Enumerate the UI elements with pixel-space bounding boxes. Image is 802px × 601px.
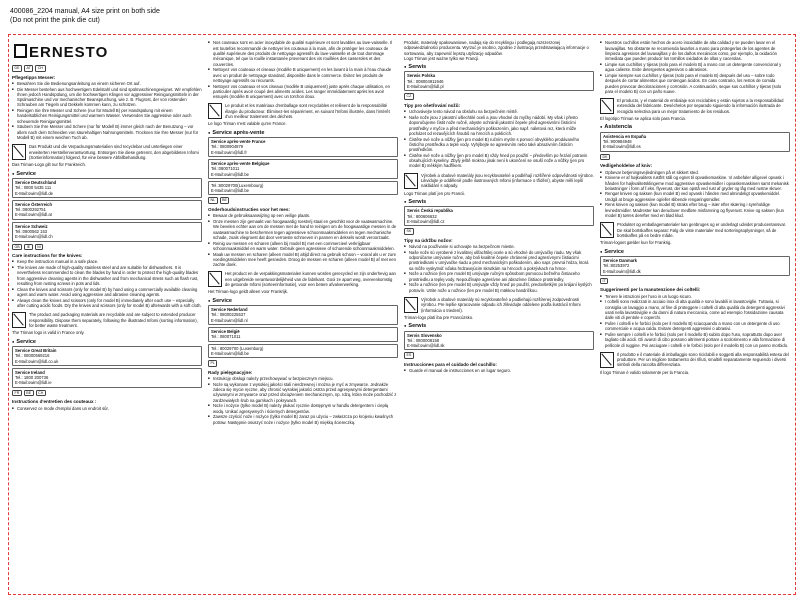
service-name: Service après-vente Belgique bbox=[211, 160, 270, 166]
bullet-item: ■ Tenere le istruzioni per l'uso in un luogo sicuro. bbox=[600, 294, 790, 299]
service-box bbox=[208, 181, 398, 196]
language-badges bbox=[600, 154, 790, 161]
service-mail: E-Mail:owim@lidl.cz bbox=[407, 218, 445, 224]
bullet-item: ■ Zawsze czyścić noże i nożyce (tylko model B) zaraz po użyciu – zwłaszcza po krojeniu kwaśnych potraw. Następnie osuszyć noże i nożyce (tylko model B) miękką ściereczką. bbox=[208, 414, 398, 425]
language-badge: NL bbox=[208, 197, 218, 204]
bullet-item: ■ Guarde el manual de instrucciones en un lugar seguro. bbox=[404, 368, 594, 373]
service-name: Service Great Britain bbox=[15, 347, 57, 353]
recycling-notice bbox=[208, 103, 398, 119]
bullet-item: ■ Bewaar de gebruiksaanwijzing op een veilige plaats. bbox=[208, 213, 398, 218]
bullet-item: ■ Čistěte své nože a nůžky (jen pro model B) vždy hned po použití – především po řezání potravin obsahujících kyseliny. Zbylý ještě mokrou jinak není k ukončení se osuší nože a nůžky (jen pro model B) měkkým hadříkem. bbox=[404, 153, 594, 169]
recycling-notice bbox=[12, 312, 202, 328]
service-box bbox=[12, 222, 202, 242]
service-name: Service Ireland bbox=[15, 369, 45, 375]
service-tel: Tel.: 0800904879 bbox=[211, 144, 244, 150]
service-box bbox=[404, 206, 594, 226]
service-tel: Tel.:080071011 bbox=[211, 166, 240, 172]
language-badge: DK bbox=[600, 154, 610, 161]
service-mail: E-Mail:owim@lidl.fr bbox=[211, 149, 247, 155]
service-tel: Tel.:900984948 bbox=[603, 139, 632, 145]
service-tel: Tel.:80029700(Luxembourg) bbox=[211, 182, 264, 188]
language-badges bbox=[12, 65, 202, 72]
service-mail: E-Mail:owim@lidl.ie bbox=[15, 380, 52, 386]
crossed-bin-icon bbox=[12, 144, 26, 160]
bullet-item: ■ Säubern Sie Ihre Messer und Schere (nur für Modell B) immer gleich nach der Benutzung – vor allem nach dem Schneiden von säurehaltigen Nahrungsmitteln. Trocknen Sie Ihre Messer (nur für Modell B) mit einem weichen Tuch ab. bbox=[12, 124, 202, 140]
language-badge: AT bbox=[24, 65, 33, 72]
service-name: Servis Slovensko bbox=[407, 332, 442, 338]
service-mail: E-Mail:owim@lidl.dk bbox=[603, 268, 641, 274]
language-badge: GB bbox=[12, 244, 22, 251]
recycling-text: El producto, y el material de embalaje son reciclables y están sujetos a la responsabilidad extendida del fabricante. Deséchelos por separado siguiendo la información ilustrada de recogida selectiva para un mejor tratamiento de los residuos. bbox=[617, 98, 784, 114]
header-line-2: (Do not print the pink die cut) bbox=[10, 16, 100, 24]
recycling-text: Het product en de verpakkingsmaterialen kunnen worden gerecycled en zijn onderhevig aan een uitgebreide verantwoordelijkheid van de fabrikant. Gooi ze apart weg, overeenkomstig de getoonde Infomi (sorteerinformatie), voor een betere afvalverwerking. bbox=[225, 271, 396, 288]
bullet-item: ■ Pulire sempre i coltelli e le forbici (solo per il modello B) subito dopo l'uso, soprattutto dopo aver tagliato cibi acidi. Gli avanzi di cibo possono altrimenti portare a scolorimento e alla formazione di pellicole di ruggine. Poi asciugare i coltelli e le forbici (solo per il modello B) con un panno morbido. bbox=[600, 332, 790, 348]
service-box bbox=[12, 346, 202, 366]
crossed-bin-icon bbox=[208, 103, 222, 119]
recycling-text: Das Produkt und die Verpackungsmaterialien sind recyclebar und unterliegen einer erweiterten Herstellerverantwortung. Entsorgen Sie diese getrennt, den abgebildeten Infomi (Sortierinformation) folgend, für eine bessere Abfallbehandlung. bbox=[29, 144, 199, 160]
service-heading: ● Service bbox=[600, 249, 790, 255]
service-name: Service België bbox=[211, 328, 240, 334]
language-badges bbox=[600, 278, 790, 285]
language-badge: CH bbox=[35, 65, 45, 72]
print-header bbox=[10, 8, 160, 25]
service-box bbox=[208, 159, 398, 179]
column-2 bbox=[208, 40, 398, 425]
bullet-item: ■ Keep the instruction manual in a safe place. bbox=[12, 259, 202, 264]
service-tel: Tel.:0800292751 bbox=[15, 207, 46, 213]
service-mail: E-Mail:owim@lidl.nl bbox=[211, 317, 248, 323]
service-mail: E-Mail:owim@lidl.be bbox=[211, 171, 249, 177]
triman-note: Logo Triman jest ważne tylko we Francji. bbox=[404, 55, 480, 61]
bullet-item: ■ Clean the knives and scissors (only for model B) by hand using a commercially available cleaning agent and warm water. Avoid using aggressive and abrasive cleaning agents. bbox=[12, 287, 202, 298]
service-box bbox=[600, 132, 790, 152]
service-name: Service Deutschland bbox=[15, 179, 57, 185]
bullet-item: ■ Maak uw messen en scharen (alleen model B) altijd direct na gebruik schoon – vooral als u er zure voedingsmiddelen mee heeft gesneden. Droog de messen en scharen (alleen model B) af met een zachte doek. bbox=[208, 252, 398, 268]
bullet-item: ■ Návod na používanie si uchovajte na bezpečnom mieste. bbox=[404, 244, 594, 249]
service-mail: E-Mail:owim@lidl.be bbox=[211, 350, 249, 356]
service-box bbox=[404, 71, 594, 91]
service-mail: E-Mail:owim@lidl.pl bbox=[407, 84, 444, 90]
triman-note: Het Triman-logo geldt alleen voor Frankrijk. bbox=[208, 289, 289, 295]
service-box bbox=[12, 178, 202, 198]
service-tel: Tel.: 0800008158 bbox=[407, 337, 440, 343]
recycling-text: Výrobok a obalové materiály sú recyklovateľné a podliehajú rozšírenej zodpovednosti výrobcu. Pre lepšie spracovanie odpadu ich zlikvidujte oddelene podľa ilustrácií Infomi (informácia o triedení). bbox=[421, 296, 581, 313]
service-heading: ● Service bbox=[12, 339, 202, 345]
language-badge: ES bbox=[404, 352, 414, 359]
recycling-notice bbox=[600, 222, 790, 238]
bullet-item: ■ Reinig uw messen en scharen (alleen bij model B) met een commercieel verkrijgbaar schoonmaakmiddel en warm water. Gebruik geen agressieve of schurende schoonmaakmiddelen. bbox=[208, 241, 398, 252]
service-heading: ● Serwis bbox=[404, 64, 594, 70]
bullet-item: ■ Nettoyez vos couteaux et vos ciseaux (modèle B uniquement) juste après chaque utilisation, en particulier après avoir coupé des aliments acides. Les ranger immédiatement après les avoir essuyés (modèle B uniquement) avec un torchon doux. bbox=[208, 84, 398, 100]
bullet-item: ■ Nože a nožnice (len pre model B) umývajte ručným spôsobom pomocou bežného čistiaceho prostriedku a teplej vody. Nepoužívajte agresívne ani abrazívne čistiace prostriedky. bbox=[404, 271, 594, 282]
language-badge: IE bbox=[24, 244, 32, 251]
service-heading: ● Service après-vente bbox=[208, 130, 398, 136]
crossed-bin-icon bbox=[600, 98, 614, 114]
service-name: Service Österreich bbox=[15, 201, 53, 207]
service-box bbox=[208, 305, 398, 325]
column-4 bbox=[600, 40, 790, 375]
service-name: Serwis Polska bbox=[407, 73, 436, 79]
recycling-notice bbox=[600, 352, 790, 368]
bullet-item: ■ Knivene er af højkvalitets rustfrit stål og egnet til opvaskemaskine. Vi anbefaler alligevel opvask i hånden for højkvalitetsklingerne mod aggressive opvaskemidler i opvaskemaskinen samt mekanisk belastninger i form af f.eks. flyverust, der kan opstå ved rust af gryder og låg med rustne skruer. bbox=[600, 175, 790, 191]
bullet-item: ■ Nože a nožnice (len pre model B) umývajte vždy hneď po použití, predovšetkým po krájaní kyslých potravín. Utrite nože a nožnice (len pre model B) mäkkou handričkou. bbox=[404, 282, 594, 293]
language-badge: CZ bbox=[404, 93, 414, 100]
bullet-item: ■ Rens kniven og saksen (kun model B) straks efter brug – især efter skæring i syreholdige levnedsmidler. Madrester kan derudover medføre misfarvning og flyverust. Knive og saksen (kun model B) tørres derefter med en blød klud. bbox=[600, 202, 790, 218]
service-mail: E-Mail:owim@lidl.sk bbox=[407, 343, 445, 349]
service-box bbox=[12, 368, 202, 388]
section-title: Onderhoudsinstructies voor het mes: bbox=[208, 207, 290, 212]
service-tel: Tel.: 08000569216 bbox=[15, 353, 50, 359]
section-title: Vedligeholdelse af kniv: bbox=[600, 163, 653, 169]
bullet-item: ■ Limpie sus cuchillos y tijeras (solo para el modelo B) a mano con un detergente convencional y agua caliente. Evite detergentes agresivos o abrasivos. bbox=[600, 62, 790, 73]
service-heading: ● Serwis bbox=[404, 199, 594, 205]
service-box bbox=[208, 327, 398, 342]
language-badges bbox=[208, 197, 398, 204]
crossed-bin-icon bbox=[600, 222, 614, 238]
bullet-item: ■ Naše nože sú vyrobené z kvalitnej ušľachtilej ocele a sú vhodné do umývačky riadu. My však odporúčame umývanie ručne, aby boli kvalitné čepele chránené pred agresívnymi čistiacimi prostriedkami v umývačke riadu a pred mechanickým poškodením, ako napr. prevná hrdza, ktorá sa môže vyskytnúť vďaka hrdzavejúcim skrutkám na hrncoch a pokrývkach na hrnce. bbox=[404, 250, 594, 271]
bullet-item: ■ I coltelli sono realizzati in acciaio inox di alta qualità e sono lavabili in lavastoviglie. Tuttavia, si consiglia un lavaggio a mano, al fine di proteggere i coltelli di alta qualità da detergenti aggressivi usati nella lavastoviglie e da danni di natura meccanica, come ad esempio l'ossidazione causata dalle viti di pentole e coperchi. bbox=[600, 299, 790, 320]
service-heading: ● Service bbox=[208, 298, 398, 304]
language-badge: SK bbox=[404, 228, 414, 235]
service-mail: E-Mail:owim@lidl.co.uk bbox=[15, 358, 59, 364]
bullet-item: ■ Reinigen Sie Ihre Messer und Schere (nur für Modell B) per Handspülung mit einem handelsüblichen Reinigungsmittel und warmem Wasser. Verwenden Sie aggressive oder auch scheuernde Reinigungsmittel. bbox=[12, 108, 202, 124]
bullet-item: ■ Instrukcję obsługi należy przechowywać w bezpiecznym miejscu. bbox=[208, 376, 398, 381]
language-badges bbox=[12, 244, 202, 251]
service-tel: Tel.: 08000225537 bbox=[211, 312, 246, 318]
service-tel: Tel.: 80029700 (Luxemburg) bbox=[211, 345, 264, 351]
section-title: Care instructions for the knives: bbox=[12, 253, 83, 259]
brand-logo bbox=[14, 44, 202, 62]
bullet-item: ■ Always clean the knives and scissors (only for model B) immediately after each use – especially after cutting acidic foods. Dry the knives and scissors (only for model B) afterwards with a soft cloth. bbox=[12, 298, 202, 309]
language-badge: IT bbox=[600, 278, 608, 285]
service-box bbox=[404, 331, 594, 351]
bullet-item: ■ Die Messer bestehen aus hochwertigem Edelstahl und sind spülmaschinengeeignet. Wir empfehlen Ihnen jedoch Handspülung, um die hochwertigen Klingen vor aggressiver Reinigungsmitteln in der Spülmaschine und vor mechanischer Beanspruchung, wie z. B. Flugrost, der von rostenden Schrauben am Tiegeln und Dekkeln kommen kann, zu schützen. bbox=[12, 87, 202, 108]
bullet-item: ■ Rengør kniven og saksen (kun model B) ved opvask i hånden med almindeligt opvaskemiddel. Undgå at bruge aggressive og/eller slibende rengøringsmidler. bbox=[600, 191, 790, 202]
section-title: Instructions d'entretien des couteaux : bbox=[12, 399, 97, 405]
service-heading: ● Asistencia bbox=[600, 124, 790, 130]
crossed-bin-icon bbox=[12, 312, 26, 328]
triman-note: Triman-logoet gælder kun for Frankrig. bbox=[600, 240, 672, 246]
recycling-notice bbox=[404, 297, 594, 313]
brand-name: ERNESTO bbox=[29, 44, 109, 61]
service-name: Servis Česká republika bbox=[407, 208, 453, 214]
service-box bbox=[208, 137, 398, 157]
service-tel: Tel.: 0800 5435 111 bbox=[15, 185, 52, 191]
service-heading: ● Serwis bbox=[404, 323, 594, 329]
triman-note: Il logo Triman è valido solamente per la Francia. bbox=[600, 369, 690, 375]
recycling-text: Výrobek a obalové materiály jsou recyklovatelné a podléhají rozšířené odpovědnosti výrobce. Likvidujte je odděleně podle ilustrovaných Infomi (informace o třídění), abyste měli lepší nakládání s odpady. bbox=[421, 172, 594, 189]
recycling-text: Il prodotto e il materiale di imballaggio sono riciclabili e soggetti alla responsabilità estesa del produttore. Per un migliore trattamento dei rifiuti, smaltirli separatamente seguendo i diversi simboli della raccolta differenziata. bbox=[617, 351, 789, 368]
bullet-item: ■ Onze messen zijn gemaakt van hoogwaardig roestvrij staal en geschikt voor de vaatwasmachine. We bevelen echter aan om de messen met de hand te reinigen om de hoogwaardige messen in de vaatwasmachine te beschermen tegen agressieve schoonmaakmiddelen en tegen mechanische schade, zoals vliegroest dat door verroeste schroeven in pannen en deksels wordt veroorzaakt. bbox=[208, 219, 398, 240]
recycling-notice bbox=[12, 144, 202, 160]
language-badges bbox=[12, 390, 202, 397]
language-badge: DE bbox=[12, 65, 22, 72]
service-tel: Tel.: 1800 200736 bbox=[15, 375, 49, 381]
service-mail: E-Mail:owim@lidl.de bbox=[15, 190, 53, 196]
service-tel: Tel.: 008004911946 bbox=[407, 78, 444, 84]
service-mail: E-Mail:owim@lidl.at bbox=[15, 212, 52, 218]
language-badge: BE bbox=[24, 390, 34, 397]
bullet-item: ■ Noże są wykonane z wysokiej jakości stali nierdzewnej i można je myć w zmywarce. Jednakże zaleca się mycie ręczne, aby chronić wysokiej jakości ostrza przed agresywnymi detergentami używanymi w zmywarce oraz przed obciążeniem mechanicznym, np. rdzą, która może pochodzić z zardzewiałych śrub na garnkach i pokrywach. bbox=[208, 382, 398, 403]
crossed-bin-icon bbox=[404, 297, 418, 313]
service-mail: E-Mail:owim@lidl.ch bbox=[15, 234, 53, 240]
triman-note: Triman-logo platí iba pre Francúzsko. bbox=[404, 314, 474, 320]
service-tel: Tel.:80253972 bbox=[603, 263, 630, 269]
recycling-notice bbox=[404, 173, 594, 189]
bullet-item: ■ Bewahren Sie die Bedienungsanleitung an einem sicheren Ort auf. bbox=[12, 81, 202, 86]
triman-note: The Triman logo is valid in France only. bbox=[12, 330, 85, 336]
section-title: Pflegetipps Messer: bbox=[12, 74, 56, 80]
recycling-text: Produktet og emballagematerialer kan genbruges og er underlagt udvidet producentansvar. De skal bortskaffes separat: Følg de viste materialer med sorteringsoplysninger, så de bortskaffes på en bedre måde. bbox=[617, 222, 787, 238]
bullet-item: ■ Nos couteaux sont en acier inoxydable de qualité supérieure et sont lavables au lave-vaisselle. Il est toutefois recommandé de nettoyer les couteaux à la main, afin de protéger les couteaux de qualité supérieure des produits de nettoyage agressifs du lave-vaisselle et de tout dommage mécanique, tel que la rouille instantanée provenant des vis rouillées des casseroles et des couvercles. bbox=[208, 40, 398, 66]
bullet-item: ■ Noże i nożyce (tylko model B) należy płukać ręcznie dostępnym w handlu detergentem i ciepłą wodą. Unikać agresywnych i ściernych detergentów. bbox=[208, 403, 398, 414]
bullet-item: ■ Nuestros cuchillos están hechos de acero inoxidable de alta calidad y se pueden lavar en el lavavajillas. No obstante se recomienda lavarlos a mano para protegerlas de los agentes de limpieza agresivos del lavavajillas y de los daños mecánicos como, por ejemplo, la oxidación inmediata que pueden producir los tornillos oxidados de ollas y cacerolas. bbox=[600, 40, 790, 61]
service-box bbox=[12, 200, 202, 220]
service-tel: Tel.: 080071011 bbox=[211, 334, 241, 340]
bullet-item: ■ The knives are made of high-quality stainless steel and are suitable for dishwashers. It is nevertheless recommended to clean the blades by hand in order to protect the high-quality blades from aggressive cleaning agents in the dishwasher and from mechanical stress such as flash rust, resulting from rusting screws in pots and lids. bbox=[12, 265, 202, 286]
crossed-bin-icon bbox=[404, 173, 418, 189]
recycling-notice bbox=[600, 98, 790, 114]
language-badge: NI bbox=[35, 244, 44, 251]
recycling-text: The product and packaging materials are recyclable and are subject to extended producer responsibility. Dispose them separately, following the illustrated Infomi (sorting information), for better waste treatment. bbox=[29, 312, 198, 328]
header-line-1: 400086_2204 manual, A4 size print on both side bbox=[10, 8, 160, 15]
service-name: Service Schweiz bbox=[15, 223, 48, 229]
service-name: Service Danmark bbox=[603, 257, 637, 263]
triman-note: Logo Triman platí jen pro Francii. bbox=[404, 190, 466, 196]
language-badges bbox=[404, 93, 594, 100]
language-badge: PL bbox=[208, 360, 217, 367]
section-title: Tipy na údržbu nožov: bbox=[404, 237, 453, 243]
service-box bbox=[208, 344, 398, 359]
bullet-item: ■ Nettoyez vos couteaux et ciseaux (modèle B uniquement) en les lavant à la main à l'eau chaude avec un produit de nettoyage standard, disponible dans le commerce. Évitez les produits de nettoyage agressifs ou récurants. bbox=[208, 67, 398, 83]
column-1 bbox=[12, 40, 202, 411]
language-badges bbox=[404, 352, 594, 359]
recycling-text: Le produit et les matériaux d'emballage sont recyclables et relèvent de la responsabilité élargie du producteur. Éliminez-les séparément, en suivant l'Infomi illustrée, dans l'intérêt d'un meilleur traitement des déchets. bbox=[225, 103, 390, 120]
section-title: Rady pielęgnacyjne: bbox=[208, 369, 253, 375]
bullet-item: ■ Čistěte své nože a nůžky (jen pro model B) ručním mytím s pomocí obvyklého prodávaného čisticího prostředku a teplé vody. Vyhýbejte se agresivním nebo také abrazivním čisticím prostředkům. bbox=[404, 137, 594, 153]
service-box bbox=[600, 256, 790, 276]
bullet-item: ■ Limpie siempre sus cuchillos y tijeras (solo para el modelo B) después del uso – sobre todo después de cortar alimentos que contengan ácidos. En caso contrario, los restos de comida pueden provocar decoloraciones y corrosión. A continuación, seque sus cuchillos y tijeras (solo para el modelo B) con un paño suave. bbox=[600, 73, 790, 94]
language-badges bbox=[404, 228, 594, 235]
service-name: Asistencia en España bbox=[603, 133, 647, 139]
bullet-item: ■ Pulire i coltelli e le forbici (solo per il modello B) sciacquando a mano con un detergente di uso commerciale e acqua calda. Evitare detergenti aggressivi o abrasivi. bbox=[600, 321, 790, 332]
column-3 bbox=[404, 40, 594, 374]
section-title: Suggerimenti per la manutenzione dei coltelli: bbox=[600, 287, 701, 293]
bullet-item: ■ Opbevar betjeningsvejledningen på et sikkert sted. bbox=[600, 170, 790, 175]
bullet-item: ■ Conservez ce mode d'emploi dans un endroit sûr. bbox=[12, 406, 202, 411]
brand-mark-icon bbox=[14, 44, 27, 58]
section-title: Tipy pro ošetřování nožů: bbox=[404, 102, 461, 108]
crossed-bin-icon bbox=[600, 352, 614, 368]
language-badges bbox=[208, 360, 398, 367]
triman-note: Das Triman-Logo gilt nur für Frankreich. bbox=[12, 162, 87, 168]
triman-note: Le logo Triman n'est valable qu'en France. bbox=[208, 121, 287, 127]
crossed-bin-icon bbox=[208, 271, 222, 287]
service-tel: Tel.:0800562 153 bbox=[15, 229, 48, 234]
section-title: Instrucciones para el cuidado del cuchillo: bbox=[404, 362, 497, 367]
language-badge: FR bbox=[12, 390, 22, 397]
service-mail: E-Mail:owim@lidl.be bbox=[211, 188, 249, 194]
triman-note: El logotipo Triman se aplica solo para Francia. bbox=[600, 116, 686, 122]
service-tel: Tel.: 800606632 bbox=[407, 213, 437, 219]
language-badge: BE bbox=[220, 197, 230, 204]
language-badge: CH bbox=[36, 390, 46, 397]
service-mail: E-Mail:owim@lidl.es bbox=[603, 144, 641, 150]
service-heading: ● Service bbox=[12, 171, 202, 177]
bullet-item: ■ Uchovávejte tento návod na obsluhu na bezpečném místě. bbox=[404, 109, 594, 114]
service-name: Service Nederland bbox=[211, 307, 248, 313]
bullet-item: ■ Naše nože jsou z jakostní ušlechtilé oceli a jsou vhodné do myčky nádobí. My však i přesto doporučujeme čistit nože ručně, abyste ochránili jakostní čepele před agresivními čisticími prostředky v myčce a před mechanickým poškozením, jako např. náletová rez, která může pocházet od rezavějících šroubů na hrncích a poklicích. bbox=[404, 115, 594, 136]
service-name: Service après-vente France bbox=[211, 139, 266, 145]
recycling-notice bbox=[208, 271, 398, 287]
recycling-text: Produkt, materiały opakowaniowe, nadają się do recyklingu i podlegają rozszerzonej odpowiedzialności producenta. Wyrzuć je osobno, zgodnie z ilustracją przedstawiającą informacje o sortowaniu, aby zapewnić lepszą utylizację odpadów. bbox=[404, 40, 589, 56]
